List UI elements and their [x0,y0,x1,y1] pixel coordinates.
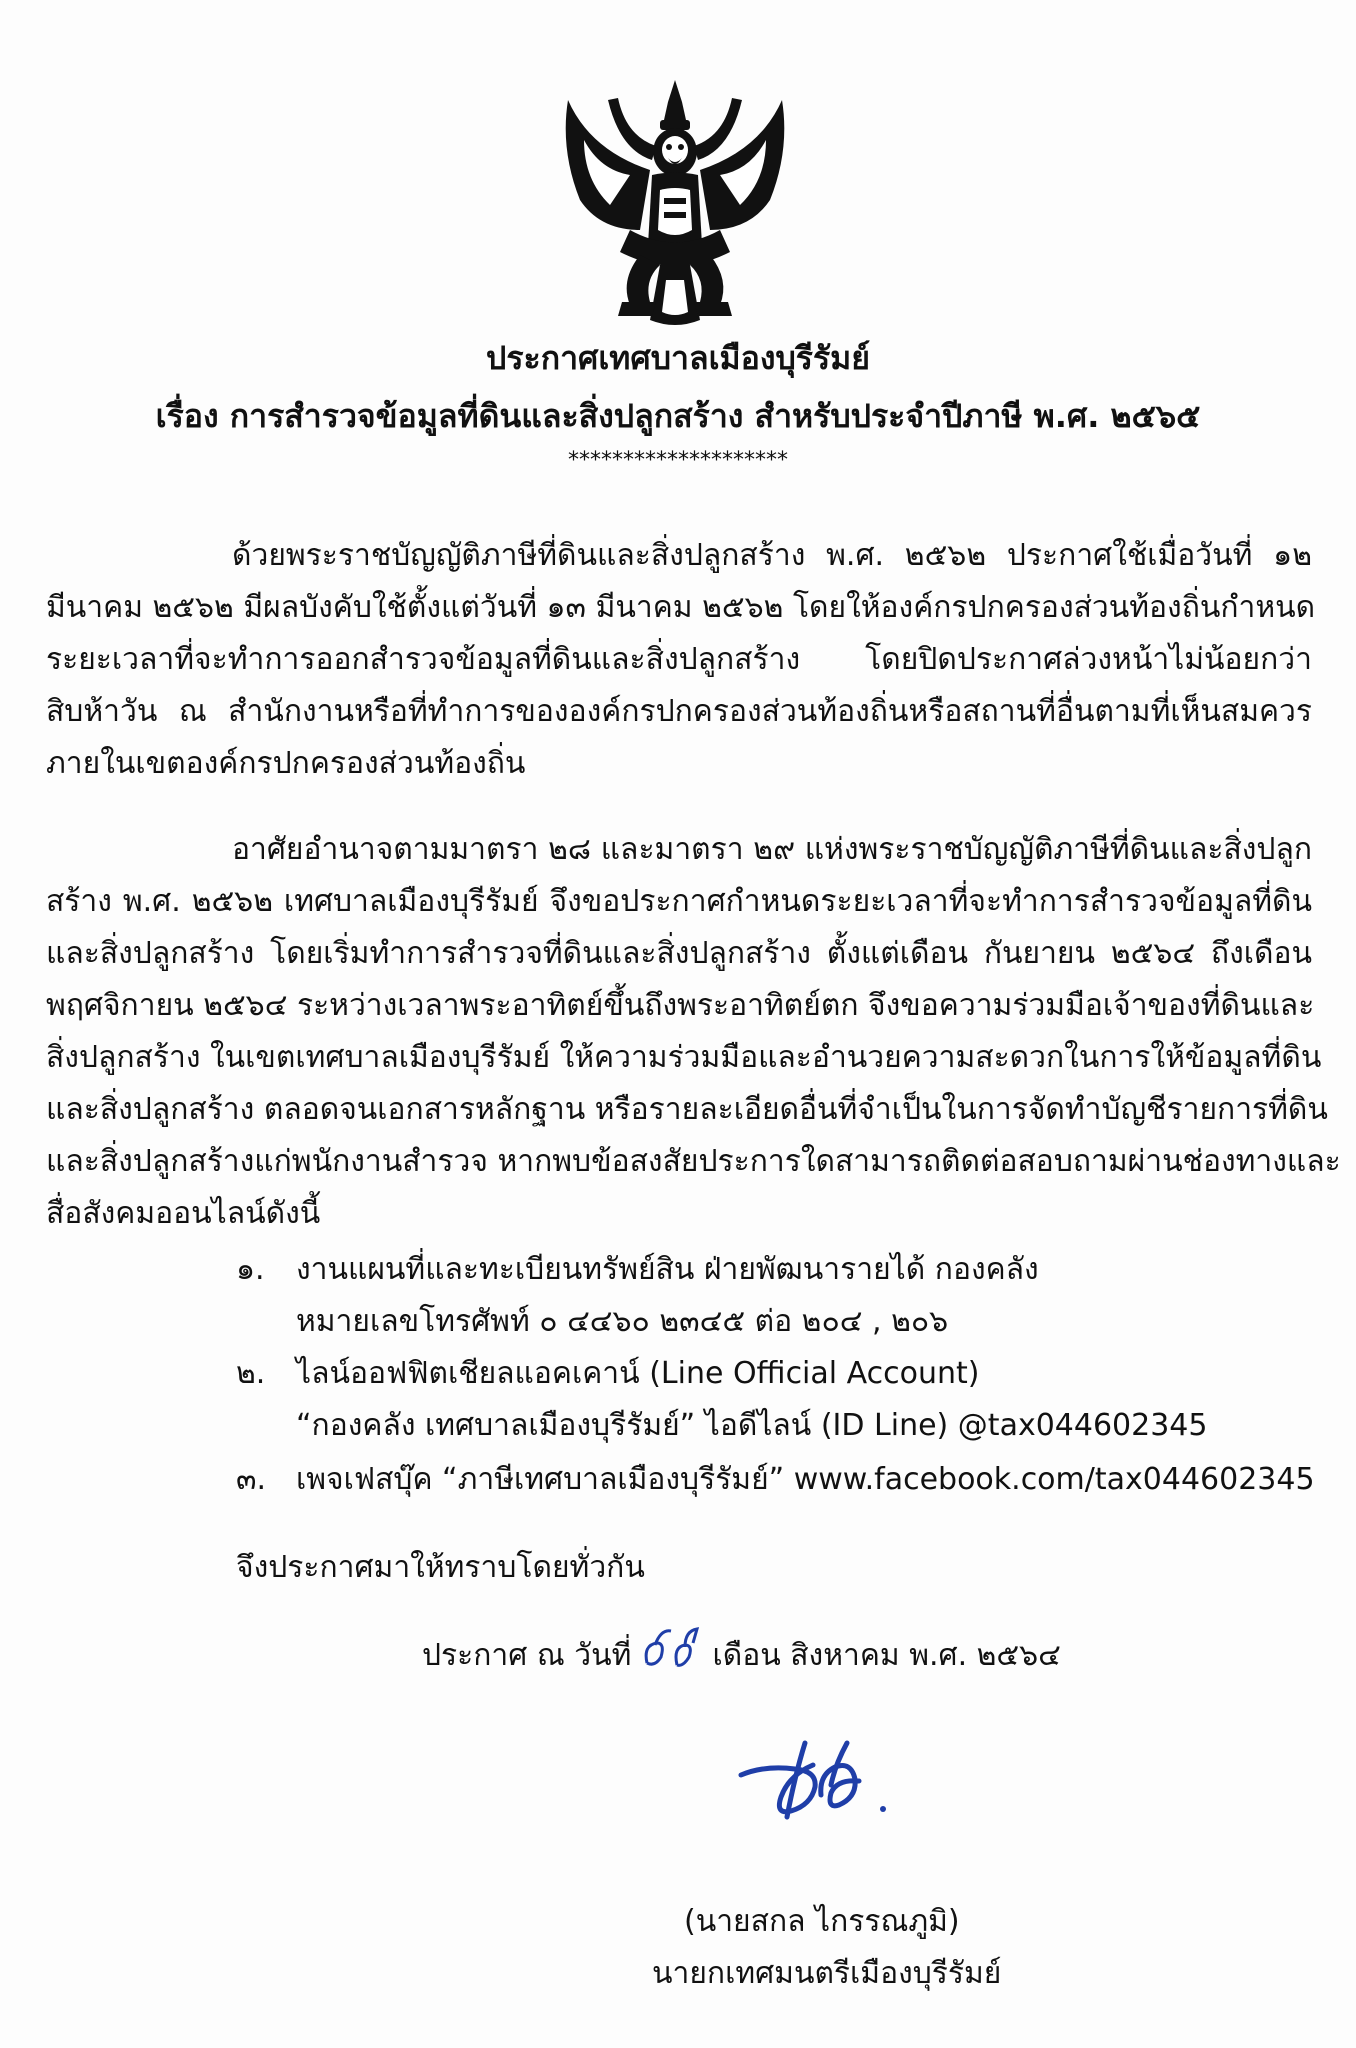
garuda-emblem [560,80,790,330]
date-suffix: เดือน สิงหาคม พ.ศ. ๒๕๖๔ [712,1638,1061,1673]
signature [735,1735,895,1825]
list-item-number: ๑. [236,1252,265,1287]
paragraph-line: สิ่งปลูกสร้าง ในเขตเทศบาลเมืองบุรีรัมย์ ให้ความร่วมมือและอำนวยความสะดวกในการให้ข้อมูลที่ดิน [46,1040,1322,1075]
announcement-date [422,1636,1061,1677]
signatory-name: (นายสกล ไกรรณภูมิ) [684,1904,960,1939]
paragraph-line: อาศัยอำนาจตามมาตรา ๒๘ และมาตรา ๒๙ แห่งพระราชบัญญัติภาษีที่ดินและสิ่งปลูก [232,832,1312,867]
document-subject: เรื่อง การสำรวจข้อมูลที่ดินและสิ่งปลูกสร้าง สำหรับประจำปีภาษี พ.ศ. ๒๕๖๕ [155,397,1201,435]
paragraph-line: มีนาคม ๒๕๖๒ มีผลบังคับใช้ตั้งแต่วันที่ ๑๓ มีนาคม ๒๕๖๒ โดยให้องค์กรปกครองส่วนท้องถิ่นกำหนด [46,590,1316,625]
list-item-number: ๒. [236,1356,266,1391]
list-item: ไลน์ออฟฟิตเชียลแอคเคาน์ (Line Official Account) [296,1356,980,1391]
closing-statement: จึงประกาศมาให้ทราบโดยทั่วกัน [236,1550,645,1585]
paragraph-line: ระยะเวลาที่จะทำการออกสำรวจข้อมูลที่ดินและสิ่งปลูกสร้าง โดยปิดประกาศล่วงหน้าไม่น้อยกว่า [46,642,1312,677]
paragraph-line: ด้วยพระราชบัญญัติภาษีที่ดินและสิ่งปลูกสร้าง พ.ศ. ๒๕๖๒ ประกาศใช้เมื่อวันที่ ๑๒ [232,538,1312,573]
paragraph-line: พฤศจิกายน ๒๕๖๔ ระหว่างเวลาพระอาทิตย์ขึ้นถึงพระอาทิตย์ตก จึงขอความร่วมมือเจ้าของที่ดินและ [46,988,1315,1023]
list-item: งานแผนที่และทะเบียนทรัพย์สิน ฝ่ายพัฒนารายได้ กองคลัง [296,1252,1039,1287]
signatory-position: นายกเทศมนตรีเมืองบุรีรัมย์ [652,1956,1002,1991]
paragraph-line: และสิ่งปลูกสร้าง โดยเริ่มทำการสำรวจที่ดินและสิ่งปลูกสร้าง ตั้งแต่เดือน กันยายน ๒๕๖๔ ถึงเดือน [46,936,1312,971]
paragraph-line: และสิ่งปลูกสร้างแก่พนักงานสำรวจ หากพบข้อสงสัยประการใดสามารถติดต่อสอบถามผ่านช่องทางและ [46,1144,1341,1179]
document-title: ประกาศเทศบาลเมืองบุรีรัมย์ [486,339,870,377]
list-item-number: ๓. [236,1462,267,1497]
handwritten-day-icon [641,1623,703,1679]
date-prefix: ประกาศ ณ วันที่ [422,1638,632,1673]
paragraph-line: ภายในเขตองค์กรปกครองส่วนท้องถิ่น [46,746,526,781]
list-item: หมายเลขโทรศัพท์ ๐ ๔๔๖๐ ๒๓๔๕ ต่อ ๒๐๔ , ๒๐๖ [296,1304,949,1339]
paragraph-line: สิบห้าวัน ณ สำนักงานหรือที่ทำการขององค์กรปกครองส่วนท้องถิ่นหรือสถานที่อื่นตามที่เห็นสมควร [46,694,1312,729]
separator-line: ******************** [568,448,788,473]
paragraph-line: สร้าง พ.ศ. ๒๕๖๒ เทศบาลเมืองบุรีรัมย์ จึงขอประกาศกำหนดระยะเวลาที่จะทำการสำรวจข้อมูลที่ดิน [46,884,1312,919]
handwritten-day [641,1637,703,1677]
list-item: เพจเฟสบุ๊ค “ภาษีเทศบาลเมืองบุรีรัมย์” www.facebook.com/tax044602345 [296,1462,1315,1497]
paragraph-line: และสิ่งปลูกสร้าง ตลอดจนเอกสารหลักฐาน หรือรายละเอียดอื่นที่จำเป็นในการจัดทำบัญชีรายการที่ดิน [46,1092,1328,1127]
paragraph-line: สื่อสังคมออนไลน์ดังนี้ [46,1196,321,1231]
list-item: “กองคลัง เทศบาลเมืองบุรีรัมย์” ไอดีไลน์ (ID Line) @tax044602345 [296,1408,1208,1443]
